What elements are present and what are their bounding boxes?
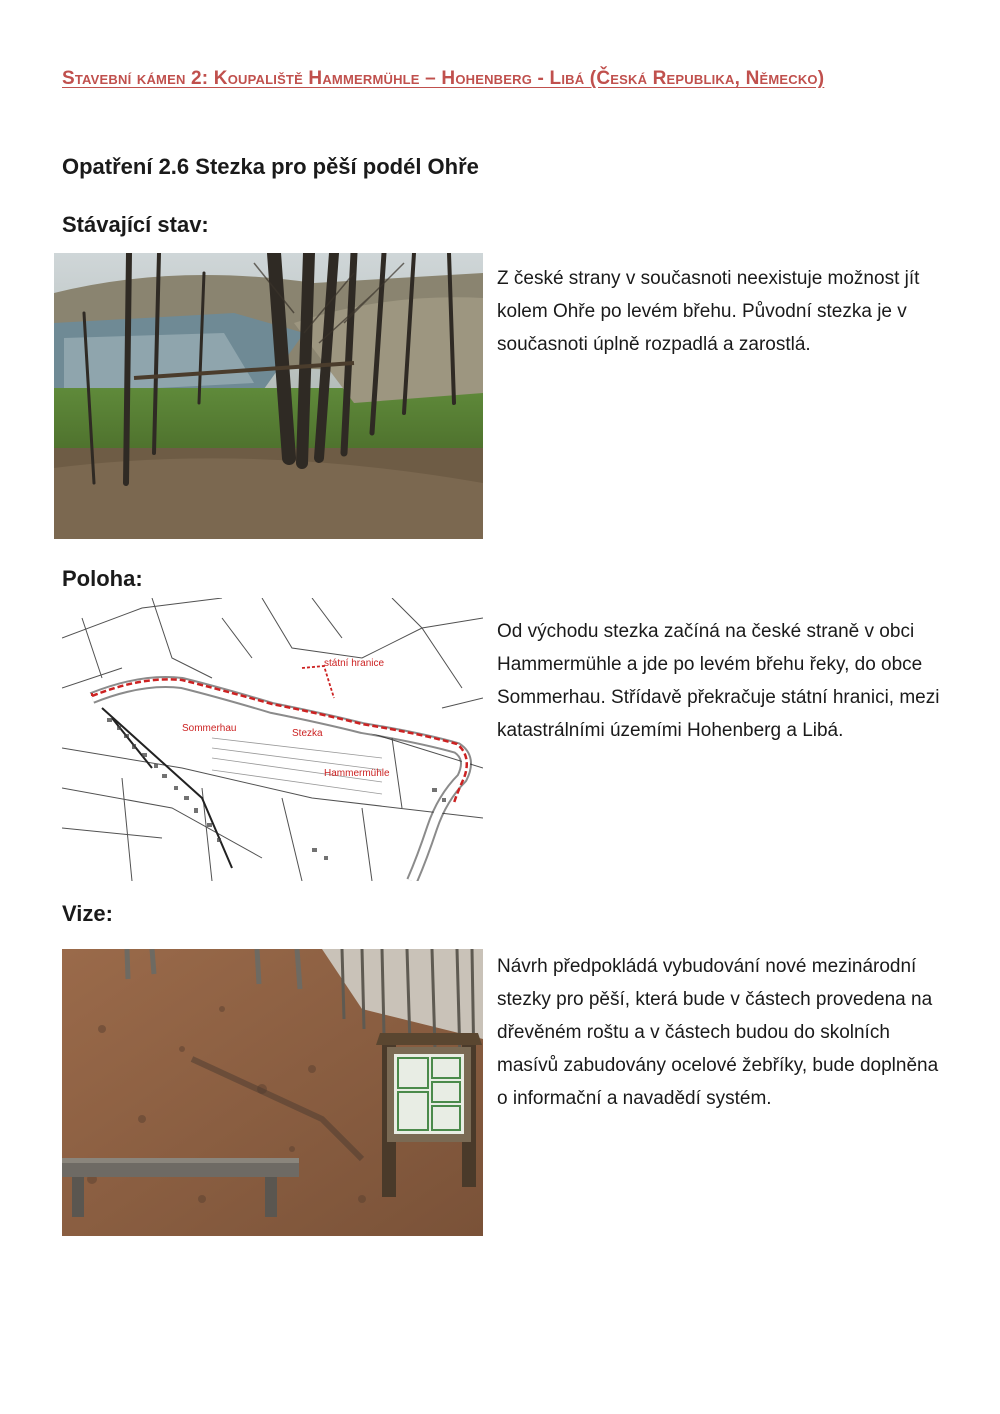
map-label-border: státní hranice (324, 658, 385, 669)
river-forest-image (54, 253, 483, 539)
location-map (62, 598, 483, 881)
building-block-title: Stavební kámen 2: Koupaliště Hammermühle – Hohenberg - Libá (Česká Republika, Německo) (62, 68, 825, 89)
location-text: Od východu stezka začíná na české straně v obci Hammermühle a jde po levém břehu řeky, do obce Sommerhau. Střídavě překračuje státní hranici, mezi katastrálními územími Hohenberg a Libá. (497, 621, 940, 741)
location-map-drawing (62, 598, 483, 881)
vision-heading: Vize: (62, 901, 113, 926)
map-label-stezka: Stezka (292, 728, 323, 739)
current-state-heading: Stávající stav: (62, 212, 209, 237)
river-forest-photo (54, 253, 483, 539)
map-label-sommerhau: Sommerhau (182, 723, 237, 734)
measure-title: Opatření 2.6 Stezka pro pěší podél Ohře (62, 154, 479, 179)
current-state-text: Z české strany v současnoti neexistuje možnost jít kolem Ohře po levém břehu. Původní stezka je v současnoti úplně rozpadlá a zarostlá. (497, 268, 920, 355)
forest-bench-photo (62, 949, 483, 1236)
forest-bench-image (62, 949, 483, 1236)
map-label-hammermuhle: Hammermühle (324, 768, 390, 779)
location-heading: Poloha: (62, 566, 143, 591)
vision-text: Návrh předpokládá vybudování nové mezinárodní stezky pro pěší, která bude v částech provedena na dřevěném roštu a v částech budou do skolních masívů zabudovány ocelové žebříky, bude doplněna o informační a navadědí systém. (497, 956, 939, 1109)
